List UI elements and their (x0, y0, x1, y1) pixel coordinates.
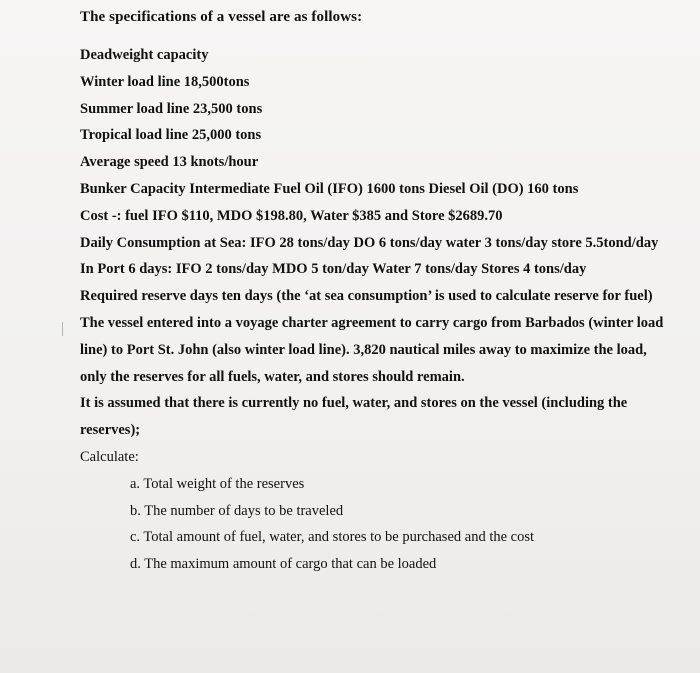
specifications-body (80, 42, 686, 578)
spec-deadweight-capacity: Deadweight capacity (80, 47, 209, 63)
calculate-label: Calculate: (80, 448, 139, 465)
spec-summer-load-line: Summer load line 23,500 tons (80, 100, 263, 117)
spec-tropical-load-line: Tropical load line 25,000 tons (80, 127, 262, 144)
question-c: c. Total amount of fuel, water, and stores to be purchased and the cost (130, 529, 535, 546)
spec-reserve-days: Required reserve days ten days (the ‘at sea consumption’ is used to calculate reserve for fuel) (80, 288, 653, 305)
spec-daily-consumption-sea: Daily Consumption at Sea: IFO 28 tons/day DO 6 tons/day water 3 tons/day store 5.5tond/day (80, 234, 659, 251)
text-cursor (62, 322, 63, 336)
voyage-paragraph (80, 310, 686, 390)
assumption-line: It is assumed that there is currently no fuel, water, and stores on the vessel (including the (80, 395, 628, 412)
spec-cost: Cost -: fuel IFO $110, MDO $198.80, Water $385 and Store $2689.70 (80, 207, 503, 224)
voyage-line: only the reserves for all fuels, water, and stores should remain. (80, 368, 465, 385)
questions-list (80, 471, 686, 578)
spec-average-speed: Average speed 13 knots/hour (80, 154, 259, 171)
voyage-line: line) to Port St. John (also winter load line). 3,820 nautical miles away to maximize the load, (80, 341, 647, 358)
spec-winter-load-line: Winter load line 18,500tons (80, 73, 250, 90)
question-a: a. Total weight of the reserves (130, 475, 305, 492)
question-b: b. The number of days to be traveled (130, 502, 344, 519)
spec-port-consumption: In Port 6 days: IFO 2 tons/day MDO 5 ton/day Water 7 tons/day Stores 4 tons/day (80, 261, 587, 278)
voyage-line: The vessel entered into a voyage charter agreement to carry cargo from Barbados (winter load (80, 314, 664, 331)
spec-bunker-capacity: Bunker Capacity Intermediate Fuel Oil (IFO) 1600 tons Diesel Oil (DO) 160 tons (80, 180, 579, 197)
document-title: The specifications of a vessel are as follows: (80, 9, 363, 25)
question-d: d. The maximum amount of cargo that can be loaded (130, 556, 437, 573)
assumption-paragraph (80, 390, 686, 444)
assumption-line: reserves); (80, 422, 141, 439)
